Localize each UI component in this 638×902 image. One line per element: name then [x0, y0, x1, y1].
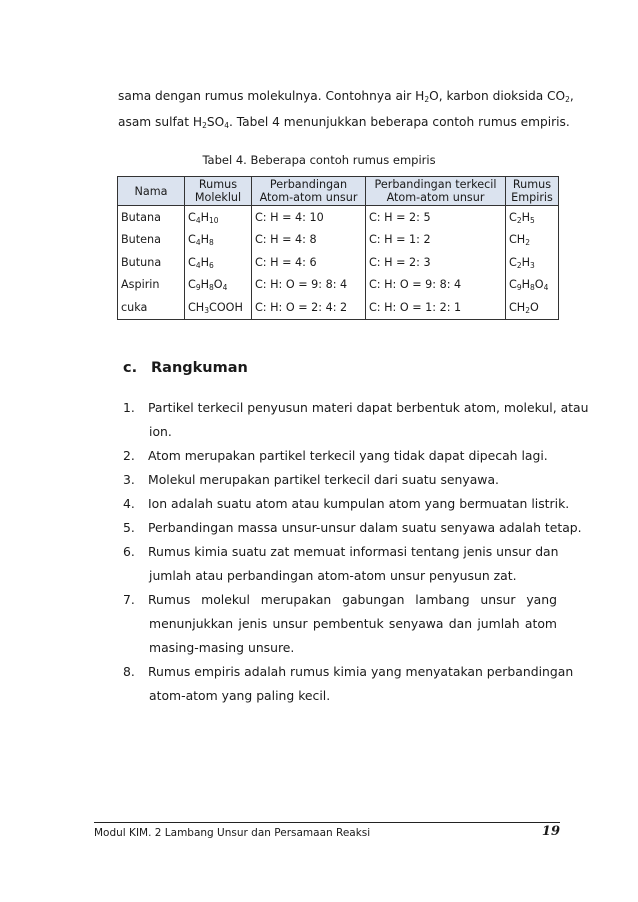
cell-terkecil: C: H = 2: 5 — [366, 206, 506, 229]
cell-empiris: $CH_2$ — [506, 229, 559, 252]
list-line: Ion adalah suatu atom atau kumpulan atom yang bermuatan listrik. — [148, 496, 570, 511]
cell-molekul: $C_4H_6$ — [185, 251, 252, 274]
list-line: Perbandingan massa unsur-unsur dalam suatu senyawa adalah tetap. — [148, 520, 582, 535]
footer-module-title: Modul KIM. 2 Lambang Unsur dan Persamaan Reaksi — [94, 827, 371, 839]
list-line: ion. — [149, 424, 172, 439]
list-number: 2. — [123, 448, 135, 463]
intro-line-1: sama dengan rumus molekulnya. Contohnya air $H_2O$, karbon dioksida $CO_2$, — [118, 89, 574, 104]
cell-empiris: $C_2H_3$ — [506, 251, 559, 274]
cell-nama: Butuna — [118, 251, 185, 274]
cell-terkecil: C: H = 1: 2 — [366, 229, 506, 252]
intro-line-2: asam sulfat $H_2SO_4$. Tabel 4 menunjukkan beberapa contoh rumus empiris. — [118, 115, 570, 130]
table-row — [118, 251, 559, 274]
list-item — [123, 664, 574, 712]
cell-perbandingan: C: H = 4: 6 — [252, 251, 366, 274]
cell-nama: Butana — [118, 206, 185, 229]
cell-perbandingan: C: H = 4: 10 — [252, 206, 366, 229]
cell-molekul: $C_9H_8O_4$ — [185, 274, 252, 297]
list-line: Rumus empiris adalah rumus kimia yang menyatakan perbandingan — [148, 664, 574, 679]
list-number: 6. — [123, 544, 135, 559]
list-line: Partikel terkecil penyusun materi dapat berbentuk atom, molekul, atau — [148, 400, 589, 415]
list-number: 1. — [123, 400, 135, 415]
cell-nama: cuka — [118, 296, 185, 319]
list-line: Rumus molekul merupakan gabungan lambang unsur yang — [148, 592, 557, 607]
list-line: menunjukkan jenis unsur pembentuk senyawa dan jumlah atom — [149, 616, 557, 631]
footer-divider — [94, 822, 560, 823]
list-number: 5. — [123, 520, 135, 535]
table-header-row — [118, 177, 559, 206]
table-row — [118, 229, 559, 252]
cell-perbandingan: C: H: O = 2: 4: 2 — [252, 296, 366, 319]
empirical-formula-table — [117, 176, 559, 320]
list-number: 3. — [123, 472, 135, 487]
cell-molekul: $C_4H_{10}$ — [185, 206, 252, 229]
list-item — [123, 448, 557, 472]
list-number: 8. — [123, 664, 135, 679]
cell-terkecil: C: H = 2: 3 — [366, 251, 506, 274]
list-line: Atom merupakan partikel terkecil yang tidak dapat dipecah lagi. — [148, 448, 548, 463]
list-line: masing-masing unsure. — [149, 640, 295, 655]
summary-list — [123, 400, 589, 712]
list-item — [123, 520, 582, 544]
cell-empiris: $C_9H_8O_4$ — [506, 274, 559, 297]
header-nama: Nama — [118, 177, 185, 206]
cell-empiris: $C_2H_5$ — [506, 206, 559, 229]
table-caption: Tabel 4. Beberapa contoh rumus empiris — [202, 153, 436, 167]
section-heading — [123, 360, 248, 376]
cell-molekul: $C_4H_8$ — [185, 229, 252, 252]
list-item — [123, 496, 570, 520]
intro-paragraph — [118, 88, 574, 130]
list-line: atom-atom yang paling kecil. — [149, 688, 331, 703]
list-item — [123, 544, 557, 592]
cell-perbandingan: C: H: O = 9: 8: 4 — [252, 274, 366, 297]
list-number: 7. — [123, 592, 135, 607]
list-item — [123, 592, 557, 664]
cell-nama: Aspirin — [118, 274, 185, 297]
table-row — [118, 296, 559, 319]
cell-terkecil: C: H: O = 1: 2: 1 — [366, 296, 506, 319]
list-line: jumlah atau perbandingan atom-atom unsur penyusun zat. — [149, 568, 517, 583]
section-letter: c. — [123, 360, 138, 376]
table-row — [118, 206, 559, 229]
cell-molekul: $CH_3COOH$ — [185, 296, 252, 319]
cell-terkecil: C: H: O = 9: 8: 4 — [366, 274, 506, 297]
cell-nama: Butena — [118, 229, 185, 252]
list-item — [123, 472, 557, 496]
header-perbandingan-terkecil: Perbandingan terkecil Atom-atom unsur — [366, 177, 506, 206]
list-line: Molekul merupakan partikel terkecil dari suatu senyawa. — [148, 472, 499, 487]
list-item — [123, 400, 589, 448]
section-title: Rangkuman — [151, 360, 248, 376]
header-perbandingan: Perbandingan Atom-atom unsur — [252, 177, 366, 206]
cell-empiris: $CH_2O$ — [506, 296, 559, 319]
header-rumus-molekul: Rumus Moleklul — [185, 177, 252, 206]
list-number: 4. — [123, 496, 135, 511]
cell-perbandingan: C: H = 4: 8 — [252, 229, 366, 252]
header-rumus-empiris: Rumus Empiris — [506, 177, 559, 206]
page-number: 19 — [541, 824, 560, 839]
table-row — [118, 274, 559, 297]
list-line: Rumus kimia suatu zat memuat informasi tentang jenis unsur dan — [148, 544, 559, 559]
